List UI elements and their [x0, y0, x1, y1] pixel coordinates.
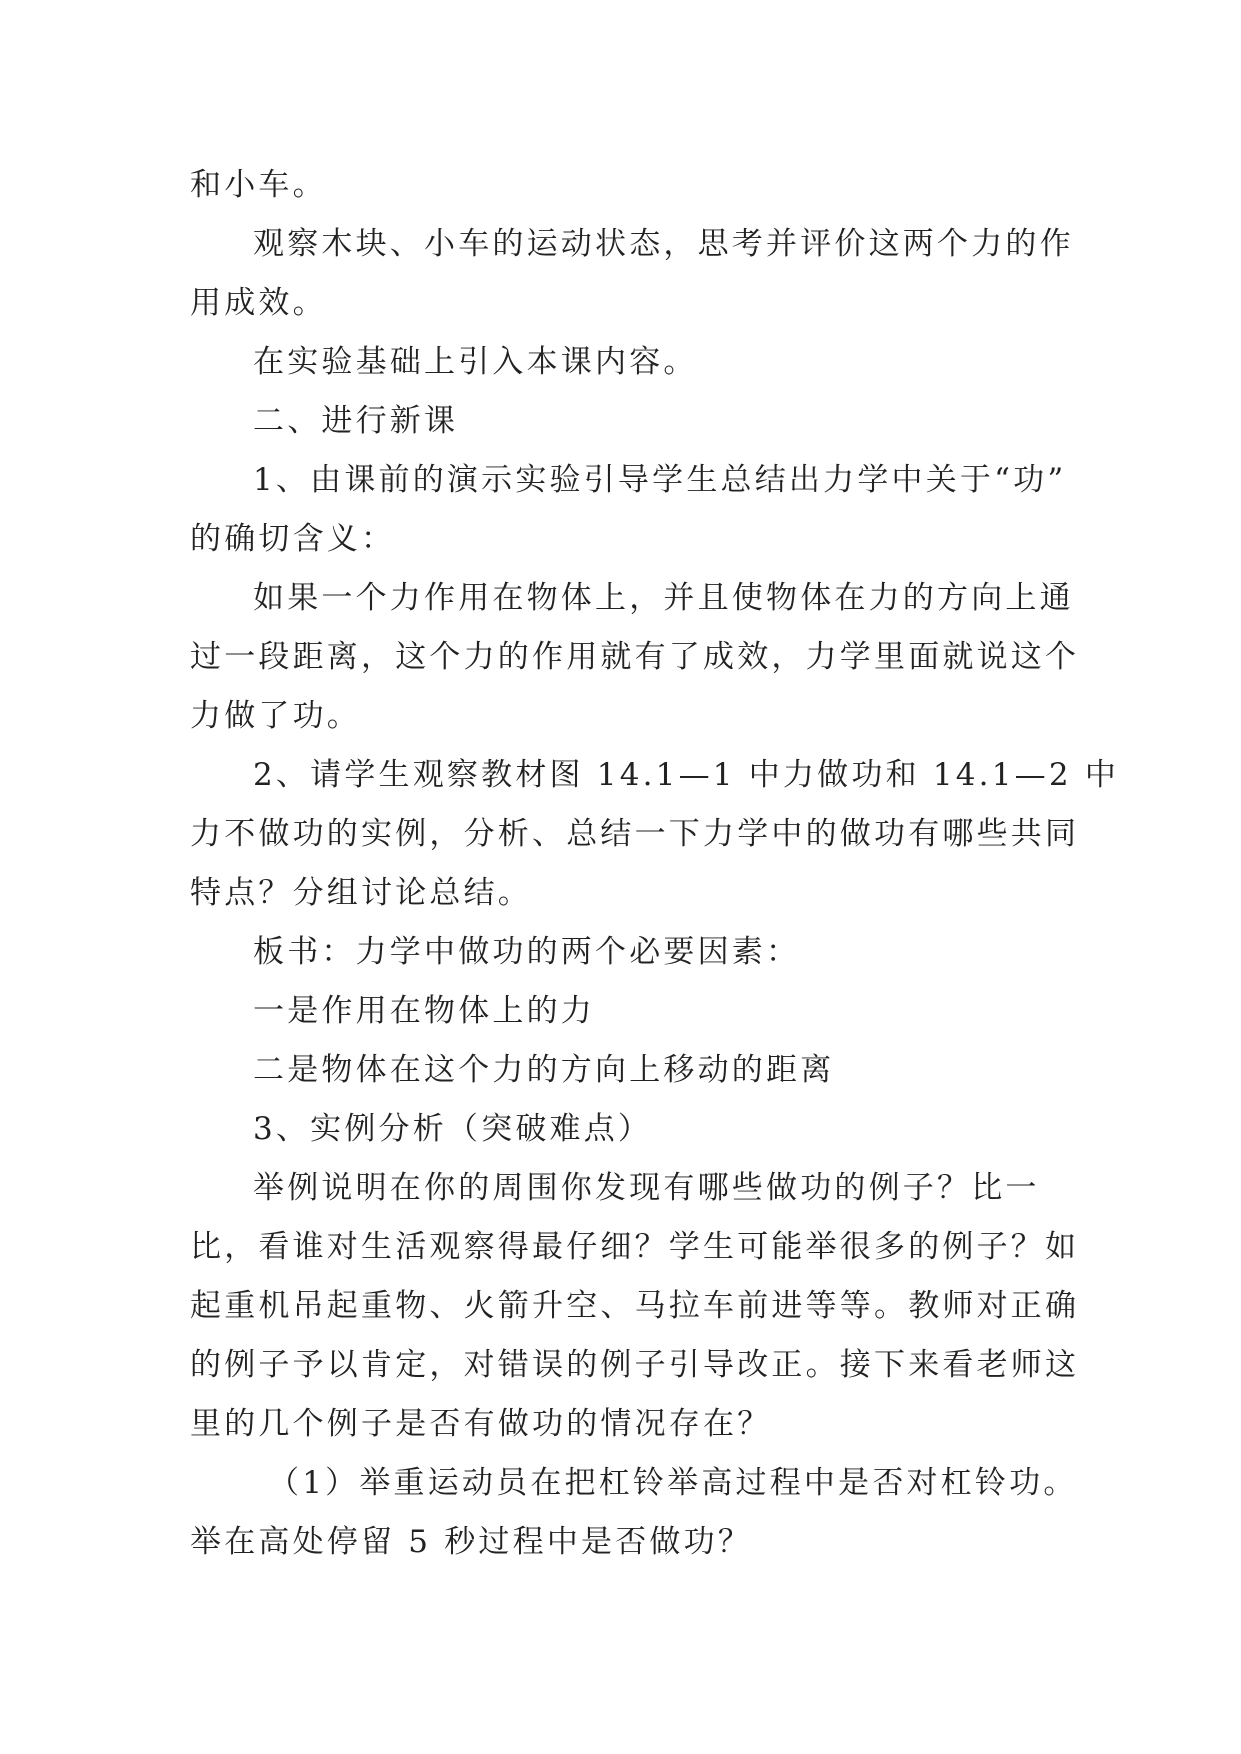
text-line: 的确切含义： — [190, 521, 396, 557]
text-line: 1、由课前的演示实验引导学生总结出力学中关于“功” — [253, 462, 1067, 498]
text-line: 力不做功的实例，分析、总结一下力学中的做功有哪些共同 — [190, 816, 1080, 852]
text-line: 板书：力学中做功的两个必要因素： — [253, 934, 801, 970]
text-line: 里的几个例子是否有做功的情况存在？ — [190, 1406, 772, 1442]
text-line: 一是作用在物体上的力 — [253, 993, 595, 1029]
text-line: 举例说明在你的周围你发现有哪些做功的例子？比一 — [253, 1170, 1040, 1206]
text-line: 起重机吊起重物、火箭升空、马拉车前进等等。教师对正确 — [190, 1288, 1080, 1324]
text-line: 3、实例分析（突破难点） — [253, 1111, 653, 1147]
text-line: 特点？分组讨论总结。 — [190, 875, 532, 911]
text-line: 用成效。 — [190, 285, 327, 321]
text-line: 2、请学生观察教材图 14.1—1 中力做功和 14.1—2 中 — [253, 757, 1120, 793]
text-line: 力做了功。 — [190, 698, 361, 734]
text-line: 举在高处停留 5 秒过程中是否做功？ — [190, 1524, 753, 1560]
text-line: 如果一个力作用在物体上，并且使物体在力的方向上通 — [253, 580, 1074, 616]
text-line: 观察木块、小车的运动状态，思考并评价这两个力的作 — [253, 226, 1074, 262]
text-line: 在实验基础上引入本课内容。 — [253, 344, 698, 380]
text-line: （1）举重运动员在把杠铃举高过程中是否对杠铃功。 — [268, 1465, 1078, 1501]
section-heading: 二、进行新课 — [253, 403, 459, 439]
text-line: 过一段距离，这个力的作用就有了成效，力学里面就说这个 — [190, 639, 1080, 675]
text-line: 二是物体在这个力的方向上移动的距离 — [253, 1052, 835, 1088]
text-line: 和小车。 — [190, 167, 327, 203]
text-line: 的例子予以肯定，对错误的例子引导改正。接下来看老师这 — [190, 1347, 1080, 1383]
text-line: 比，看谁对生活观察得最仔细？学生可能举很多的例子？如 — [190, 1229, 1080, 1265]
